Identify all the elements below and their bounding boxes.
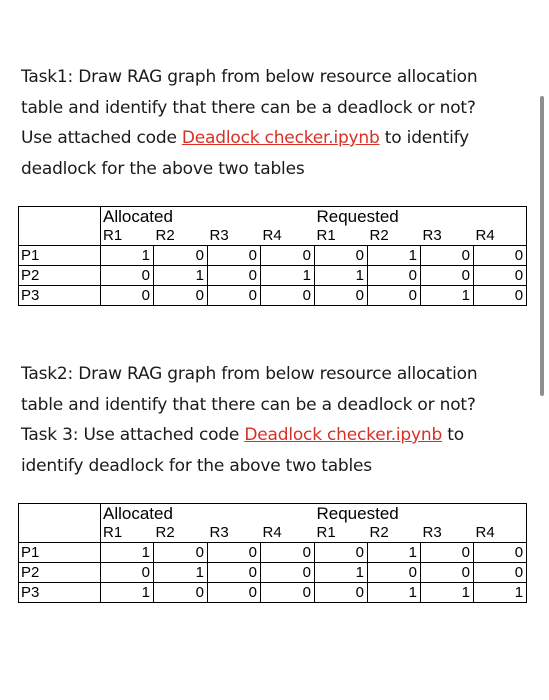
table-cell: 0 xyxy=(315,543,368,563)
table-cell: 0 xyxy=(315,286,368,306)
task1-line3-post: to identify xyxy=(379,128,469,148)
table1-group-header xyxy=(19,207,527,227)
table-row xyxy=(19,266,527,286)
table-cell: 0 xyxy=(368,563,421,583)
task2-line3-pre: Task 3: Use attached code xyxy=(21,425,245,445)
table-row xyxy=(19,543,527,563)
table1-column-header xyxy=(19,226,527,246)
table-cell: 0 xyxy=(154,246,208,266)
table-cell: 0 xyxy=(315,583,368,603)
table-cell: 0 xyxy=(101,266,154,286)
process-label: P1 xyxy=(19,543,101,563)
table1-col: R2 xyxy=(154,226,208,246)
table-cell: 0 xyxy=(368,286,421,306)
task1-line3 xyxy=(21,123,536,154)
task1-line3-pre: Use attached code xyxy=(21,128,182,148)
process-label: P1 xyxy=(19,246,101,266)
resource-table-2 xyxy=(18,503,527,603)
table2-col: R2 xyxy=(154,523,208,543)
process-label: P3 xyxy=(19,583,101,603)
table-cell: 0 xyxy=(368,266,421,286)
table-cell: 0 xyxy=(421,266,474,286)
task2-line3-post: to xyxy=(442,425,464,445)
table-cell: 0 xyxy=(261,563,315,583)
table-cell: 1 xyxy=(474,583,527,603)
task2-line1: Task2: Draw RAG graph from below resource allocation xyxy=(21,364,478,384)
table2-requested-label: Requested xyxy=(315,504,527,524)
process-label: P2 xyxy=(19,266,101,286)
table2-col: R2 xyxy=(368,523,421,543)
vertical-scrollbar[interactable] xyxy=(540,96,544,396)
table-row xyxy=(19,286,527,306)
table2-col: R1 xyxy=(315,523,368,543)
table-cell: 0 xyxy=(421,563,474,583)
table-cell: 0 xyxy=(315,246,368,266)
task2-text xyxy=(21,359,536,481)
task2-line4: identify deadlock for the above two tables xyxy=(21,455,372,476)
table-cell: 0 xyxy=(208,543,261,563)
deadlock-checker-link-1[interactable]: Deadlock checker.ipynb xyxy=(181,128,380,148)
table1-col: R4 xyxy=(474,226,527,246)
table-cell: 0 xyxy=(474,266,527,286)
table-row xyxy=(19,583,527,603)
process-label: P2 xyxy=(19,563,101,583)
table-cell: 0 xyxy=(474,286,527,306)
table-cell: 1 xyxy=(368,583,421,603)
table2-allocated-label: Allocated xyxy=(101,504,315,524)
table-cell: 1 xyxy=(421,583,474,603)
table-cell: 0 xyxy=(208,246,261,266)
table-cell: 0 xyxy=(261,583,315,603)
table1-col: R3 xyxy=(208,226,261,246)
task2-line3 xyxy=(21,420,536,451)
table-cell: 0 xyxy=(474,563,527,583)
table2-col: R3 xyxy=(208,523,261,543)
task1-line1: Task1: Draw RAG graph from below resource allocation xyxy=(21,67,478,87)
table-cell: 0 xyxy=(261,246,315,266)
table1-col: R4 xyxy=(261,226,315,246)
task2-line2: table and identify that there can be a deadlock or not? xyxy=(21,394,476,415)
deadlock-checker-link-2[interactable]: Deadlock checker.ipynb xyxy=(244,425,443,445)
table-cell: 0 xyxy=(154,543,208,563)
table2-group-header xyxy=(19,504,527,524)
process-label: P3 xyxy=(19,286,101,306)
table-cell: 1 xyxy=(261,266,315,286)
table-cell: 1 xyxy=(101,246,154,266)
table1-col: R3 xyxy=(421,226,474,246)
table-cell: 1 xyxy=(368,543,421,563)
table-cell: 0 xyxy=(208,286,261,306)
table2-col: R4 xyxy=(474,523,527,543)
table-cell: 0 xyxy=(154,286,208,306)
table-row xyxy=(19,246,527,266)
table-cell: 0 xyxy=(474,246,527,266)
table-row xyxy=(19,563,527,583)
table-cell: 0 xyxy=(261,543,315,563)
task1-text xyxy=(21,62,536,184)
table-cell: 1 xyxy=(315,563,368,583)
table-cell: 0 xyxy=(101,286,154,306)
table-cell: 0 xyxy=(208,563,261,583)
table-cell: 1 xyxy=(368,246,421,266)
table-cell: 1 xyxy=(421,286,474,306)
table1-col: R2 xyxy=(368,226,421,246)
table-cell: 0 xyxy=(208,266,261,286)
table1-col: R1 xyxy=(101,226,154,246)
table-cell: 0 xyxy=(421,543,474,563)
table2-col: R3 xyxy=(421,523,474,543)
table-cell: 1 xyxy=(154,266,208,286)
table-cell: 1 xyxy=(154,563,208,583)
table-cell: 0 xyxy=(101,563,154,583)
task1-line2: table and identify that there can be a deadlock or not? xyxy=(21,97,476,118)
table-cell: 0 xyxy=(208,583,261,603)
table1-requested-label: Requested xyxy=(315,207,527,227)
task1-line4: deadlock for the above two tables xyxy=(21,158,305,179)
table-cell: 0 xyxy=(261,286,315,306)
table-cell: 1 xyxy=(101,543,154,563)
table2-column-header xyxy=(19,523,527,543)
table1-allocated-label: Allocated xyxy=(101,207,315,227)
table-cell: 0 xyxy=(474,543,527,563)
table2-col: R4 xyxy=(261,523,315,543)
table-cell: 0 xyxy=(421,246,474,266)
table-cell: 1 xyxy=(315,266,368,286)
table-cell: 1 xyxy=(101,583,154,603)
resource-table-1 xyxy=(18,206,527,306)
table2-col: R1 xyxy=(101,523,154,543)
table1-col: R1 xyxy=(315,226,368,246)
table-cell: 0 xyxy=(154,583,208,603)
